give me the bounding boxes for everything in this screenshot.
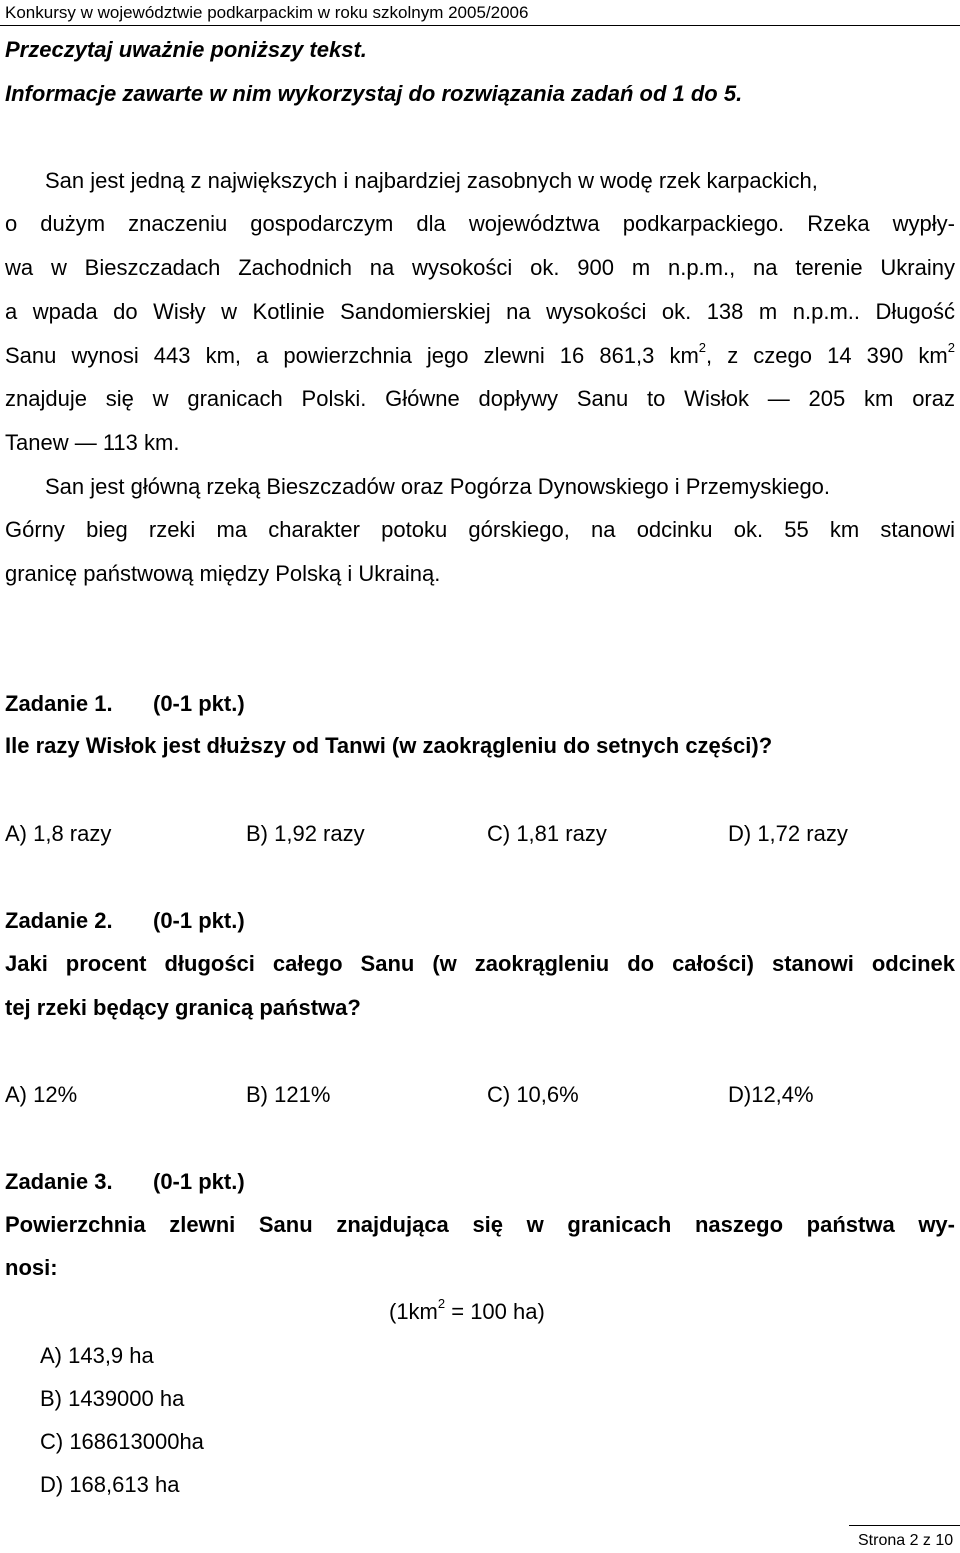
passage-line-5-a: Sanu wynosi 443 km, a powierzchnia jego zlewni 16 861,3 km bbox=[5, 343, 699, 368]
header-divider bbox=[0, 25, 960, 26]
instruction-line-2: Informacje zawarte w nim wykorzystaj do rozwiązania zadań od 1 do 5. bbox=[5, 81, 743, 106]
page-header: Konkursy w województwie podkarpackim w roku szkolnym 2005/2006 bbox=[5, 3, 529, 22]
passage-line-2: o dużym znaczeniu gospodarczym dla województwa podkarpackiego. Rzeka wypły- bbox=[5, 211, 955, 236]
task-1-option-d[interactable]: D) 1,72 razy bbox=[728, 821, 848, 846]
passage-line-5-b: , z czego 14 390 km bbox=[706, 343, 948, 368]
task-2-question-line-1: Jaki procent długości całego Sanu (w zaokrągleniu do całości) stanowi odcinek bbox=[5, 951, 955, 976]
task-3-option-c[interactable]: C) 168613000ha bbox=[40, 1429, 204, 1454]
task-3-question-line-2: nosi: bbox=[5, 1255, 58, 1280]
task-3-title: Zadanie 3. bbox=[5, 1169, 113, 1194]
page-number: Strona 2 z 10 bbox=[858, 1532, 954, 1549]
task-2-option-a[interactable]: A) 12% bbox=[5, 1082, 78, 1107]
task-1-option-c[interactable]: C) 1,81 razy bbox=[487, 821, 607, 846]
passage-line-3: wa w Bieszczadach Zachodnich na wysokości ok. 900 m n.p.m., na terenie Ukrainy bbox=[5, 255, 955, 280]
passage-line-1: San jest jedną z największych i najbardziej zasobnych w wodę rzek karpackich, bbox=[45, 168, 818, 193]
passage-line-9: Górny bieg rzeki ma charakter potoku górskiego, na odcinku ok. 55 km stanowi bbox=[5, 517, 955, 542]
task-2-option-d[interactable]: D)12,4% bbox=[728, 1082, 814, 1107]
task-1-points: (0-1 pkt.) bbox=[153, 691, 245, 716]
task-3-points: (0-1 pkt.) bbox=[153, 1169, 245, 1194]
task-3-question-line-1: Powierzchnia zlewni Sanu znajdująca się w granicach naszego państwa wy- bbox=[5, 1212, 955, 1237]
superscript: 2 bbox=[947, 339, 955, 355]
task-1-option-b[interactable]: B) 1,92 razy bbox=[246, 821, 365, 846]
task-3-hint-b: = 100 ha) bbox=[445, 1299, 545, 1324]
passage-line-10: granicę państwową między Polską i Ukrainą. bbox=[5, 561, 441, 586]
task-3-option-b[interactable]: B) 1439000 ha bbox=[40, 1386, 185, 1411]
passage-line-8: San jest główną rzeką Bieszczadów oraz Pogórza Dynowskiego i Przemyskiego. bbox=[45, 474, 831, 499]
task-1-question: Ile razy Wisłok jest dłuższy od Tanwi (w zaokrągleniu do setnych części)? bbox=[5, 733, 773, 758]
passage-line-4: a wpada do Wisły w Kotlinie Sandomierskiej na wysokości ok. 138 m n.p.m.. Długość bbox=[5, 299, 955, 324]
task-3-option-d[interactable]: D) 168,613 ha bbox=[40, 1472, 180, 1497]
task-2-option-c[interactable]: C) 10,6% bbox=[487, 1082, 579, 1107]
task-3-hint bbox=[389, 1297, 545, 1327]
task-3-option-a[interactable]: A) 143,9 ha bbox=[40, 1343, 154, 1368]
footer-divider bbox=[849, 1525, 960, 1526]
task-1-option-a[interactable]: A) 1,8 razy bbox=[5, 821, 112, 846]
passage-line-7: Tanew — 113 km. bbox=[5, 430, 180, 455]
task-2-points: (0-1 pkt.) bbox=[153, 908, 245, 933]
task-2-title: Zadanie 2. bbox=[5, 908, 113, 933]
passage-line-5 bbox=[5, 341, 955, 371]
task-2-question-line-2: tej rzeki będący granicą państwa? bbox=[5, 995, 361, 1020]
task-1-title: Zadanie 1. bbox=[5, 691, 113, 716]
instruction-line-1: Przeczytaj uważnie poniższy tekst. bbox=[5, 37, 367, 62]
superscript: 2 bbox=[437, 1295, 446, 1311]
task-3-hint-a: (1km bbox=[389, 1299, 438, 1324]
superscript: 2 bbox=[698, 339, 707, 355]
passage-line-6: znajduje się w granicach Polski. Główne dopływy Sanu to Wisłok — 205 km oraz bbox=[5, 386, 955, 411]
task-2-option-b[interactable]: B) 121% bbox=[246, 1082, 331, 1107]
